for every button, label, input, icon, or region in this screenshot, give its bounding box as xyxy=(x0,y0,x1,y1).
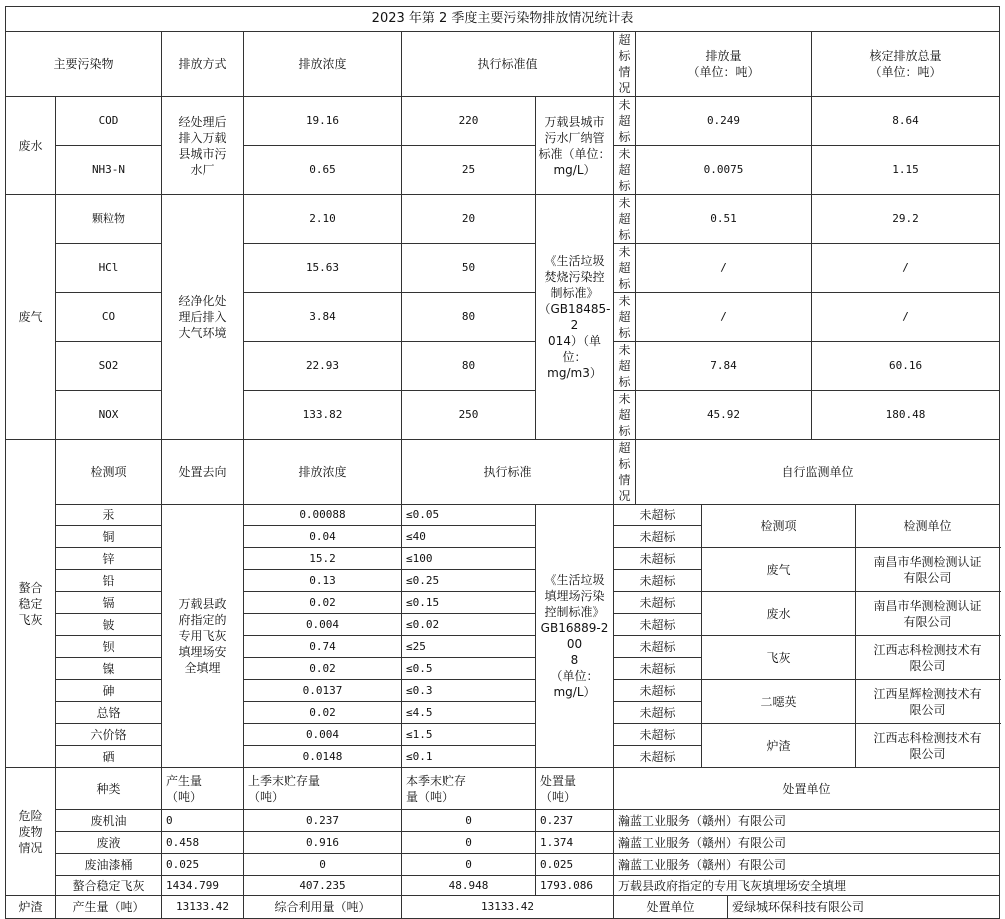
fly-ash-destination: 万载县政 府指定的 专用飞灰 填埋场安 全填埋 xyxy=(162,505,244,768)
waste-gas-mode: 经净化处 理后排入 大气环境 xyxy=(162,195,244,440)
fly-ash-header-monitor: 自行监测单位 xyxy=(636,440,1000,505)
slag-unit-label: 处置单位 xyxy=(614,896,728,919)
concentration-value: 0.74 xyxy=(244,636,402,658)
standard-value: ≤0.02 xyxy=(402,614,536,636)
slag-produced-label: 产生量（吨） xyxy=(56,896,162,919)
monitor-item: 二噁英 xyxy=(702,680,856,724)
concentration-value: 22.93 xyxy=(244,342,402,391)
metal-name: 钡 xyxy=(56,636,162,658)
monitor-header-unit: 检测单位 xyxy=(856,505,1000,548)
hazardous-disposed: 0.025 xyxy=(536,854,614,876)
standard-value: ≤100 xyxy=(402,548,536,570)
hazardous-unit: 瀚蓝工业服务（赣州）有限公司 xyxy=(614,854,1000,876)
header-exceed: 超标情况 xyxy=(614,32,636,97)
slag-use-label: 综合利用量（吨） xyxy=(244,896,402,919)
approved-value: 29.2 xyxy=(812,195,1000,244)
hazardous-kind: 废机油 xyxy=(56,810,162,832)
fly-ash-header-std: 执行标准 xyxy=(402,440,614,505)
metal-name: 总铬 xyxy=(56,702,162,724)
metal-name: 镍 xyxy=(56,658,162,680)
hazardous-kind: 废油漆桶 xyxy=(56,854,162,876)
standard-value: ≤0.05 xyxy=(402,505,536,526)
exceed-status: 未超标 xyxy=(614,342,636,391)
header-pollutant: 主要污染物 xyxy=(6,32,162,97)
monitor-item: 炉渣 xyxy=(702,724,856,768)
standard-value: 80 xyxy=(402,293,536,342)
slag-label: 炉渣 xyxy=(6,896,56,919)
exceed-status: 未超标 xyxy=(614,526,702,548)
emission-value: 0.0075 xyxy=(636,146,812,195)
pollutant-name: NOX xyxy=(56,391,162,440)
approved-value: 60.16 xyxy=(812,342,1000,391)
fly-ash-header-conc: 排放浓度 xyxy=(244,440,402,505)
concentration-value: 15.2 xyxy=(244,548,402,570)
hazardous-unit: 瀚蓝工业服务（赣州）有限公司 xyxy=(614,832,1000,854)
concentration-value: 0.0148 xyxy=(244,746,402,768)
hazardous-header-disposed: 处置量 （吨） xyxy=(536,768,614,810)
concentration-value: 0.004 xyxy=(244,724,402,746)
standard-value: ≤0.5 xyxy=(402,658,536,680)
header-concentration: 排放浓度 xyxy=(244,32,402,97)
fly-ash-label: 螯合 稳定 飞灰 xyxy=(6,440,56,768)
pollutant-name: NH3-N xyxy=(56,146,162,195)
exceed-status: 未超标 xyxy=(614,146,636,195)
metal-name: 砷 xyxy=(56,680,162,702)
standard-value: ≤0.1 xyxy=(402,746,536,768)
emission-value: 0.249 xyxy=(636,97,812,146)
exceed-status: 未超标 xyxy=(614,195,636,244)
exceed-status: 未超标 xyxy=(614,293,636,342)
metal-name: 硒 xyxy=(56,746,162,768)
hazardous-unit: 瀚蓝工业服务（赣州）有限公司 xyxy=(614,810,1000,832)
hazardous-header-curr-stock: 本季末贮存 量（吨） xyxy=(402,768,536,810)
wastewater-label: 废水 xyxy=(6,97,56,195)
hazardous-header-unit: 处置单位 xyxy=(614,768,1000,810)
header-standard: 执行标准值 xyxy=(402,32,614,97)
standard-value: ≤25 xyxy=(402,636,536,658)
exceed-status: 未超标 xyxy=(614,702,702,724)
emission-value: 45.92 xyxy=(636,391,812,440)
concentration-value: 0.02 xyxy=(244,592,402,614)
exceed-status: 未超标 xyxy=(614,570,702,592)
concentration-value: 0.004 xyxy=(244,614,402,636)
hazardous-disposed: 0.237 xyxy=(536,810,614,832)
exceed-status: 未超标 xyxy=(614,548,702,570)
approved-value: / xyxy=(812,244,1000,293)
metal-name: 铍 xyxy=(56,614,162,636)
concentration-value: 0.65 xyxy=(244,146,402,195)
hazardous-prev-stock: 407.235 xyxy=(244,876,402,896)
exceed-status: 未超标 xyxy=(614,505,702,526)
concentration-value: 3.84 xyxy=(244,293,402,342)
exceed-status: 未超标 xyxy=(614,97,636,146)
standard-value: 50 xyxy=(402,244,536,293)
hazardous-disposed: 1.374 xyxy=(536,832,614,854)
pollutant-name: SO2 xyxy=(56,342,162,391)
slag-unit: 爱绿城环保科技有限公司 xyxy=(728,896,1000,919)
exceed-status: 未超标 xyxy=(614,592,702,614)
emission-value: / xyxy=(636,244,812,293)
concentration-value: 15.63 xyxy=(244,244,402,293)
monitor-unit: 南昌市华测检测认证 有限公司 xyxy=(856,548,1000,592)
hazardous-curr-stock: 48.948 xyxy=(402,876,536,896)
emission-value: / xyxy=(636,293,812,342)
waste-gas-standard: 《生活垃圾 焚烧污染控 制标准》 （GB18485-2 014）（单位： mg/m3） xyxy=(536,195,614,440)
metal-name: 铜 xyxy=(56,526,162,548)
exceed-status: 未超标 xyxy=(614,658,702,680)
exceed-status: 未超标 xyxy=(614,724,702,746)
concentration-value: 0.04 xyxy=(244,526,402,548)
hazardous-produced: 1434.799 xyxy=(162,876,244,896)
pollutant-name: CO xyxy=(56,293,162,342)
hazardous-produced: 0.458 xyxy=(162,832,244,854)
pollutant-name: 颗粒物 xyxy=(56,195,162,244)
exceed-status: 未超标 xyxy=(614,391,636,440)
hazardous-curr-stock: 0 xyxy=(402,854,536,876)
hazardous-produced: 0 xyxy=(162,810,244,832)
monitor-unit: 江西星辉检测技术有 限公司 xyxy=(856,680,1000,724)
exceed-status: 未超标 xyxy=(614,680,702,702)
standard-value: ≤0.3 xyxy=(402,680,536,702)
monitor-unit: 江西志科检测技术有 限公司 xyxy=(856,724,1000,768)
concentration-value: 0.0137 xyxy=(244,680,402,702)
hazardous-header-kind: 种类 xyxy=(56,768,162,810)
concentration-value: 133.82 xyxy=(244,391,402,440)
hazardous-kind: 螯合稳定飞灰 xyxy=(56,876,162,896)
hazardous-produced: 0.025 xyxy=(162,854,244,876)
hazardous-header-prev-stock: 上季末贮存量 （吨） xyxy=(244,768,402,810)
monitor-unit: 江西志科检测技术有 限公司 xyxy=(856,636,1000,680)
metal-name: 锌 xyxy=(56,548,162,570)
approved-value: 1.15 xyxy=(812,146,1000,195)
concentration-value: 19.16 xyxy=(244,97,402,146)
hazardous-prev-stock: 0.237 xyxy=(244,810,402,832)
concentration-value: 0.02 xyxy=(244,702,402,724)
standard-value: ≤1.5 xyxy=(402,724,536,746)
header-approved: 核定排放总量 （单位：吨） xyxy=(812,32,1000,97)
monitor-item: 废气 xyxy=(702,548,856,592)
standard-value: ≤40 xyxy=(402,526,536,548)
metal-name: 镉 xyxy=(56,592,162,614)
table-title: 2023 年第 2 季度主要污染物排放情况统计表 xyxy=(6,7,1000,32)
emission-value: 0.51 xyxy=(636,195,812,244)
wastewater-mode: 经处理后 排入万载 县城市污 水厂 xyxy=(162,97,244,195)
hazardous-header-produced: 产生量 （吨） xyxy=(162,768,244,810)
approved-value: 8.64 xyxy=(812,97,1000,146)
pollutant-name: HCl xyxy=(56,244,162,293)
hazardous-unit: 万载县政府指定的专用飞灰填埋场安全填埋 xyxy=(614,876,1000,896)
monitor-item: 飞灰 xyxy=(702,636,856,680)
pollutant-name: COD xyxy=(56,97,162,146)
concentration-value: 2.10 xyxy=(244,195,402,244)
emission-table xyxy=(5,6,1000,919)
standard-value: 25 xyxy=(402,146,536,195)
emission-value: 7.84 xyxy=(636,342,812,391)
concentration-value: 0.00088 xyxy=(244,505,402,526)
monitor-item: 废水 xyxy=(702,592,856,636)
hazardous-prev-stock: 0.916 xyxy=(244,832,402,854)
metal-name: 铅 xyxy=(56,570,162,592)
metal-name: 汞 xyxy=(56,505,162,526)
header-emission: 排放量 （单位：吨） xyxy=(636,32,812,97)
slag-produced: 13133.42 xyxy=(162,896,244,919)
wastewater-standard: 万载县城市 污水厂纳管 标准（单位： mg/L） xyxy=(536,97,614,195)
standard-value: ≤0.15 xyxy=(402,592,536,614)
hazardous-disposed: 1793.086 xyxy=(536,876,614,896)
hazardous-curr-stock: 0 xyxy=(402,810,536,832)
metal-name: 六价铬 xyxy=(56,724,162,746)
concentration-value: 0.02 xyxy=(244,658,402,680)
exceed-status: 未超标 xyxy=(614,746,702,768)
standard-value: ≤4.5 xyxy=(402,702,536,724)
standard-value: 250 xyxy=(402,391,536,440)
exceed-status: 未超标 xyxy=(614,614,702,636)
hazardous-label: 危险 废物 情况 xyxy=(6,768,56,896)
hazardous-prev-stock: 0 xyxy=(244,854,402,876)
standard-value: ≤0.25 xyxy=(402,570,536,592)
waste-gas-label: 废气 xyxy=(6,195,56,440)
standard-value: 220 xyxy=(402,97,536,146)
concentration-value: 0.13 xyxy=(244,570,402,592)
approved-value: 180.48 xyxy=(812,391,1000,440)
approved-value: / xyxy=(812,293,1000,342)
hazardous-kind: 废液 xyxy=(56,832,162,854)
fly-ash-header-exceed: 超标情况 xyxy=(614,440,636,505)
header-discharge-mode: 排放方式 xyxy=(162,32,244,97)
fly-ash-header-dest: 处置去向 xyxy=(162,440,244,505)
emission-report xyxy=(5,6,1000,919)
fly-ash-standard: 《生活垃圾 填埋场污染 控制标准》 GB16889-200 8 （单位： mg/L） xyxy=(536,505,614,768)
standard-value: 80 xyxy=(402,342,536,391)
exceed-status: 未超标 xyxy=(614,636,702,658)
fly-ash-header-item: 检测项 xyxy=(56,440,162,505)
monitor-unit: 南昌市华测检测认证 有限公司 xyxy=(856,592,1000,636)
slag-use: 13133.42 xyxy=(402,896,614,919)
hazardous-curr-stock: 0 xyxy=(402,832,536,854)
standard-value: 20 xyxy=(402,195,536,244)
monitor-header-item: 检测项 xyxy=(702,505,856,548)
exceed-status: 未超标 xyxy=(614,244,636,293)
